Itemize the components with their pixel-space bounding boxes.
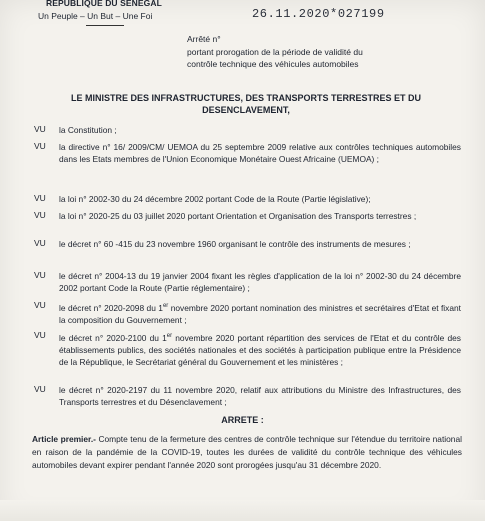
visa-label: VU [34,193,46,203]
visa-text: la directive n° 16/ 2009/CM/ UEMOA du 25 septembre 2009 relative aux contrôles techniques automobiles dans les Etats membres de l'Union Economique Monétaire Ouest Africaine (UEMOA) ; [59,142,461,165]
page-bottom-edge [0,500,485,521]
minister-title [30,92,462,116]
minister-title-line-2: DESENCLAVEMENT, [202,105,290,115]
visa-text: le décret n° 2020-2100 du 1er novembre 2020 portant répartition des services de l'Etat et du contrôle des établissements publics, des sociétés nationales et des sociétés à participation publique entre la Présidence de la République, le Secrétariat général du Gouvernement et les ministères ; [59,332,461,368]
visa-text: le décret n° 2020-2197 du 11 novembre 2020, relatif aux attributions du Ministre des Infrastructures, des Transports terrestres et du Désenclavement ; [59,385,461,408]
visa-label: VU [34,238,46,248]
visa-text: la loi n° 2002-30 du 24 décembre 2002 portant Code de la Route (Partie législative); [59,194,371,204]
national-motto: Un Peuple – Un But – Une Foi [38,11,153,21]
visa-text: la Constitution ; [59,125,117,135]
visa-label: VU [34,384,46,394]
visa-text: le décret n° 60 -415 du 23 novembre 1960 organisant le contrôle des instruments de mesures ; [59,239,411,249]
registration-stamp-number: 26.11.2020*027199 [252,7,385,21]
header-divider [86,25,124,26]
visa-label: VU [34,124,46,134]
article-label: Article premier.- [32,434,96,444]
visa-label: VU [34,300,46,310]
arrete-heading: ARRETE : [221,415,264,425]
visa-label: VU [34,141,46,151]
visa-text: la loi n° 2020-25 du 03 juillet 2020 portant Orientation et Organisation des Transports terrestres ; [59,211,417,221]
visa-text: le décret n° 2004-13 du 19 janvier 2004 fixant les règles d'application de la loi n° 2002-30 du 24 décembre 2002 portant Code la Route (Partie réglementaire) ; [59,271,461,294]
visa-text: le décret n° 2020-2098 du 1er novembre 2020 portant nomination des ministres et secrétaires d'Etat et fixant la composition du Gouvernement ; [59,302,461,325]
visa-label: VU [34,210,46,220]
article-text: Compte tenu de la fermeture des centres de contrôle technique sur l'étendue du territoire national en raison de la pandémie de la COVID-19, toutes les durées de validité du contrôle technique des véhicules automobiles devant expirer pendant l'année 2020 sont prorogées jusqu'au 31 décembre 2020. [32,434,462,470]
arrete-number-label: Arrêté n° [187,34,221,44]
subject-line-1: portant prorogation de la période de validité du [187,47,363,57]
arrete-subject [187,46,363,70]
article-premier [32,433,462,472]
subject-line-2: contrôle technique des véhicules automobiles [187,59,359,69]
republic-header: REPUBLIQUE DU SENEGAL [46,0,162,8]
minister-title-line-1: LE MINISTRE DES INFRASTRUCTURES, DES TRANSPORTS TERRESTRES ET DU [70,93,422,103]
visa-label: VU [34,330,46,340]
visa-label: VU [34,270,46,280]
